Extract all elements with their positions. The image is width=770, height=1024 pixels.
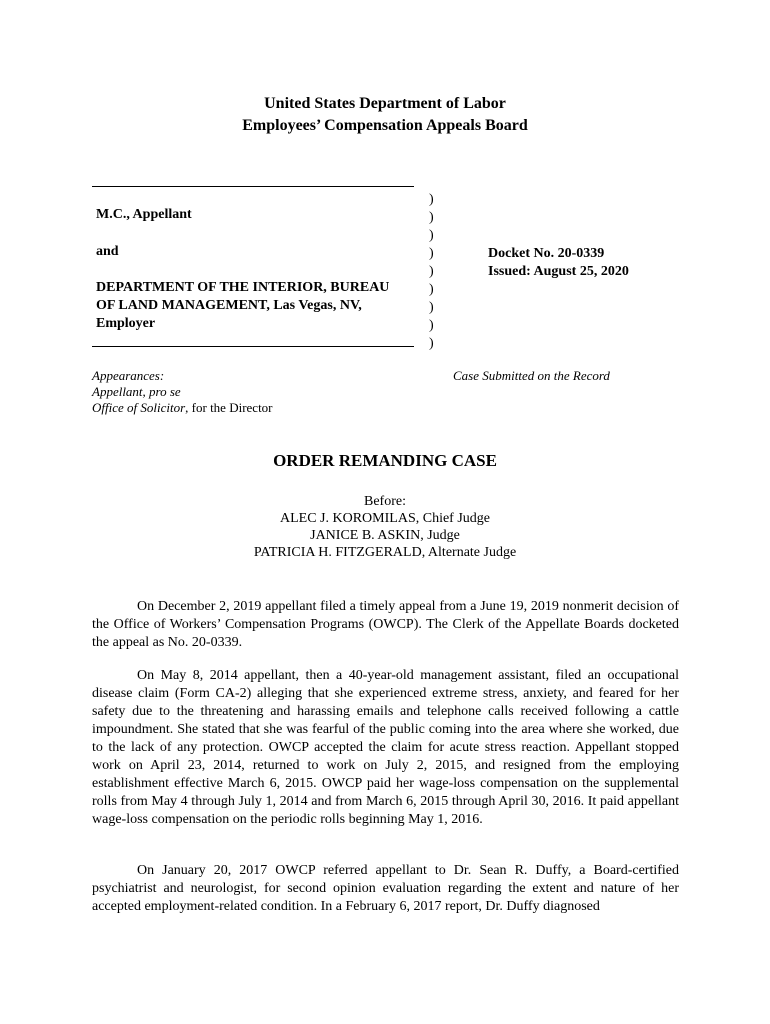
caption-employer-line1: DEPARTMENT OF THE INTERIOR, BUREAU [96,280,390,295]
caption-appellant: M.C., Appellant [96,207,192,222]
judge-alternate: PATRICIA H. FITZGERALD, Alternate Judge [253,545,517,560]
caption-paren: ) [429,210,434,225]
caption-top-rule [92,186,414,187]
case-submitted-note: Case Submitted on the Record [453,368,610,383]
appearances-solicitor [92,400,273,416]
docket-number: Docket No. 20-0339 [488,246,605,261]
header-agency: United States Department of Labor [264,95,506,112]
body-paragraph-1: On December 2, 2019 appellant filed a timely appeal from a June 19, 2019 nonmerit decision of the Office of Workers’ Compensation Programs (OWCP). The Clerk of the Appellate Boards docketed the appeal as No. 20-0339. [92,599,679,650]
judge-chief: ALEC J. KOROMILAS, Chief Judge [280,511,490,526]
caption-and: and [96,244,119,259]
before-label: Before: [364,494,406,509]
caption-paren: ) [429,282,434,297]
appearances-solicitor-role: , for the Director [185,400,273,415]
caption-bottom-rule [92,346,414,347]
judge-askin: JANICE B. ASKIN, Judge [310,528,460,543]
caption-paren: ) [429,300,434,315]
caption-paren: ) [429,228,434,243]
caption-paren: ) [429,192,434,207]
caption-paren: ) [429,246,434,261]
issued-date: Issued: August 25, 2020 [488,264,629,279]
header-board: Employees’ Compensation Appeals Board [242,117,528,134]
appearances-heading: Appearances: [92,368,165,383]
order-title: ORDER REMANDING CASE [273,451,497,470]
caption-employer-line3: Employer [96,316,156,331]
caption-paren: ) [429,318,434,333]
appearances-appellant: Appellant, pro se [92,384,181,399]
caption-paren: ) [429,264,434,279]
caption-employer-line2: OF LAND MANAGEMENT, Las Vegas, NV, [96,298,362,313]
appearances-solicitor-office: Office of Solicitor [92,400,186,415]
caption-paren: ) [429,336,434,351]
body-paragraph-3: On January 20, 2017 OWCP referred appellant to Dr. Sean R. Duffy, a Board-certified psychiatrist and neurologist, for second opinion evaluation regarding the extent and nature of her accepted employment-related condition. In a February 6, 2017 report, Dr. Duffy diagnosed [92,863,679,914]
body-paragraph-2: On May 8, 2014 appellant, then a 40-year-old management assistant, filed an occupational disease claim (Form CA-2) alleging that she experienced extreme stress, anxiety, and feared for her safety due to the threatening and harassing emails and telephone calls received following a cattle impoundment. She stated that she was fearful of the public coming into the area where she worked, due to the lack of any protection. OWCP accepted the claim for acute stress reaction. Appellant stopped work on April 23, 2014, returned to work on July 2, 2015, and resigned from the employing establishment effective March 6, 2015. OWCP paid her wage-loss compensation on the supplemental rolls from May 4 through July 1, 2014 and from March 6, 2015 through April 30, 2016. It paid appellant wage-loss compensation on the periodic rolls beginning May 1, 2016. [92,668,679,827]
